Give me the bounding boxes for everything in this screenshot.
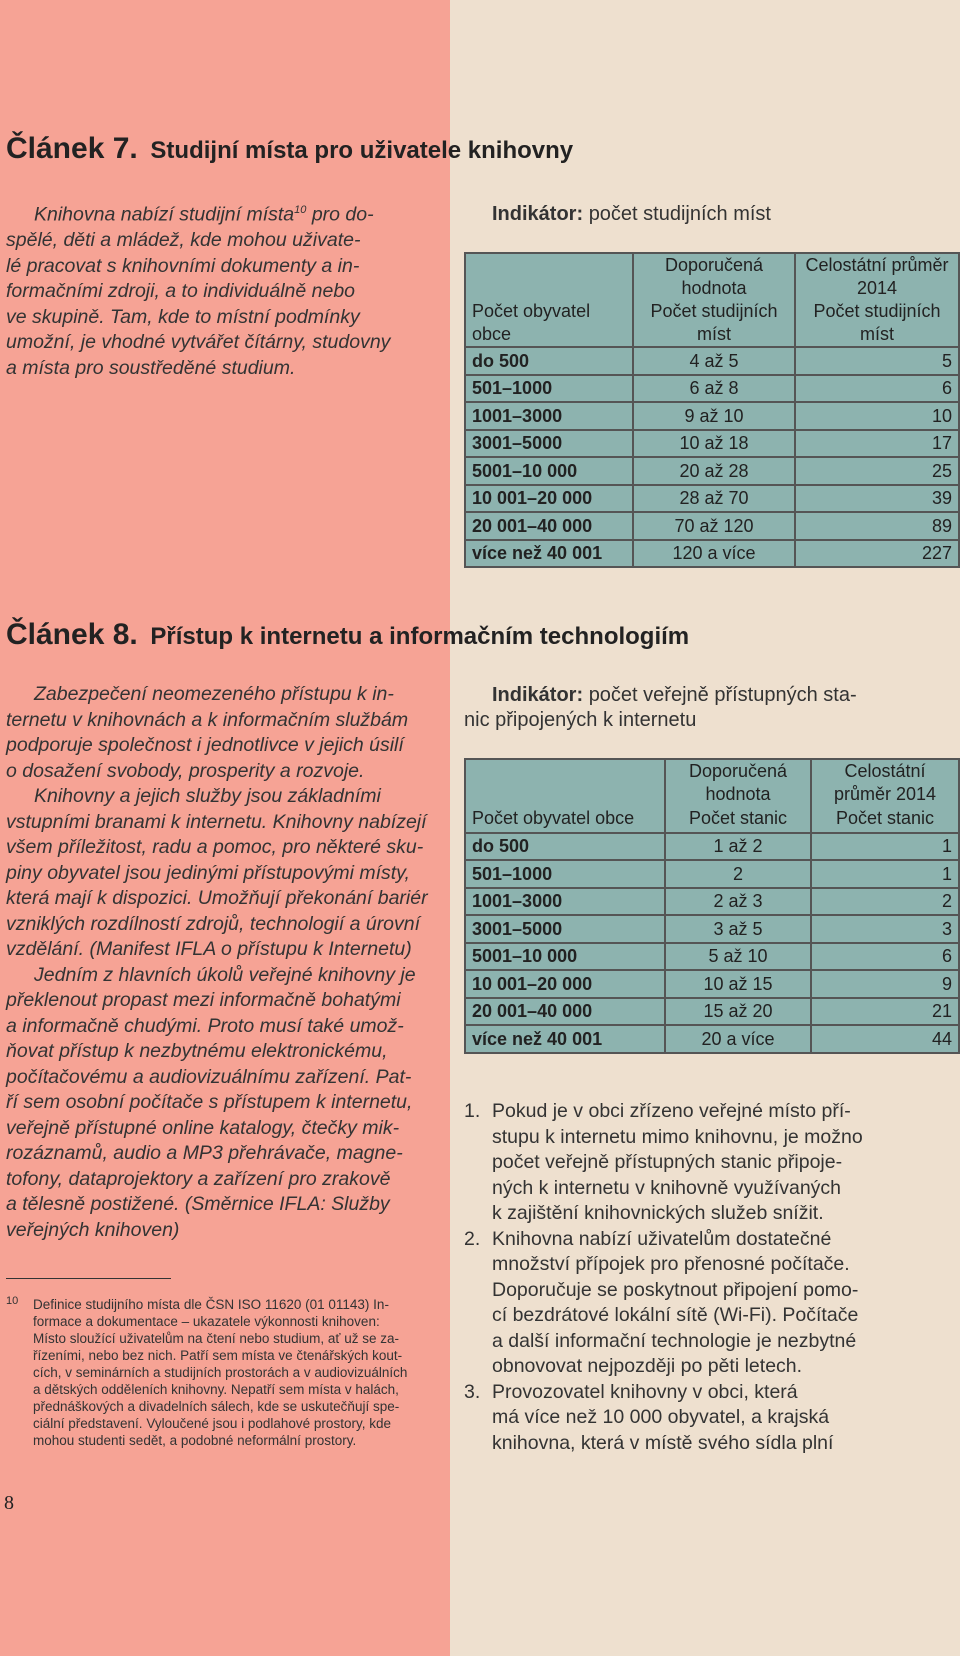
- indicator-label: Indikátor:: [492, 203, 584, 225]
- header-recommended: Doporučená hodnota: [633, 253, 795, 300]
- article8-line: o dosažení svobody, prosperity a rozvoje.: [6, 759, 365, 782]
- article8-line: vzniklých rozdílností zdrojů, technologií a úrovní: [6, 912, 421, 935]
- article8-line: a tělesně postižené. (Směrnice IFLA: Služby: [6, 1193, 390, 1215]
- article8-line: překlenout propast mezi informačně bohatými: [6, 989, 401, 1011]
- study-places-table: [464, 252, 960, 568]
- header-population: Počet obyvatel obce: [465, 300, 633, 347]
- table-row: 20 001–40 000 70 až 120 89: [465, 512, 959, 540]
- article8-line: Knihovny a jejich služby jsou základními: [34, 785, 381, 807]
- article7-indicator: [492, 202, 771, 227]
- footnote-divider: [6, 1278, 171, 1279]
- article8-paragraph: [6, 682, 436, 1243]
- article7-number: Článek 7.: [6, 132, 138, 165]
- table-row: 20 001–40 000 15 až 20 21: [465, 998, 959, 1026]
- article7-line: ve skupině. Tam, kde to místní podmínky: [6, 305, 360, 328]
- article7-title: Studijní místa pro uživatele knihovny: [150, 137, 574, 164]
- table-header-row: [465, 806, 959, 833]
- header-recommended-unit: Počet studijních míst: [633, 300, 795, 347]
- article8-line: Zabezpečení neomezeného přístupu k in-: [34, 683, 394, 705]
- article7-heading: [6, 132, 573, 166]
- header-average-unit: Počet studijních míst: [795, 300, 959, 347]
- page-number: 8: [4, 1492, 14, 1514]
- article8-line: veřejných knihoven): [6, 1218, 180, 1241]
- table-row: více než 40 001 20 a více 44: [465, 1025, 959, 1053]
- article8-line: piny obyvatel jsou jedinými přístupovými místy,: [6, 861, 410, 884]
- table-row: 5001–10 000 20 až 28 25: [465, 457, 959, 485]
- table-row: 501–1000 6 až 8 6: [465, 375, 959, 403]
- indicator-text: počet veřejně přístupných sta-: [588, 684, 857, 706]
- footnote-number: 10: [6, 1295, 19, 1307]
- article7-line: Knihovna nabízí studijní místa$^{10}$ pro do-: [34, 203, 374, 226]
- article7-line: umožní, je vhodné vytvářet čítárny, studovny: [6, 331, 391, 353]
- article8-line: podporuje společnost i jednotlivce v jejich úsilí: [6, 734, 404, 756]
- table-header-row: [465, 300, 959, 347]
- header-average-unit: Počet stanic: [811, 806, 959, 833]
- article8-heading: [6, 618, 689, 652]
- article7-line: a místa pro soustředěné studium.: [6, 356, 296, 379]
- table-row: do 500 1 až 2 1: [465, 833, 959, 861]
- header-recommended-unit: Počet stanic: [665, 806, 811, 833]
- indicator-label: Indikátor:: [492, 684, 584, 706]
- list-item: 1. Pokud je v obci zřízeno veřejné místo pří- stupu k internetu mimo knihovnu, je možno počet veřejně přístupných stanic připoje- ných k internetu v knihovně využívaných k zajištění knihovnických služeb snížit.: [464, 1100, 863, 1224]
- article8-title: Přístup k internetu a informačním technologiím: [150, 623, 690, 650]
- article8-line: která mají k dispozici. Umožňují překonání bariér: [6, 887, 428, 909]
- article8-line: rozáznamů, audio a MP3 přehrávače, magne-: [6, 1142, 403, 1164]
- footnote-ref: 10: [294, 204, 307, 216]
- table-header-row: [465, 253, 959, 300]
- footnote: 10 Definice studijního místa dle ČSN ISO 11620 (01 01143) In- formace a dokumentace – ukazatele výkonnosti knihoven: Místo sloužící uživatelům na čtení nebo studium, ať už se za- řízeními, nebo bez nich. Patří sem místa ve čtenářských kout- cích, v seminárních a studijních prostorách a v audiovizuálních a dětských odděleních knihovny. Nepatří sem místa v halách, přednáškových a divadelních sálech, kde se uskutečňují spe- ciální představení. Vyloučené jsou i podlahové prostory, kde mohou studenti sedět, a podobné neformální prostory.: [6, 1295, 408, 1448]
- indicator-text: počet studijních míst: [588, 203, 771, 225]
- article8-line: veřejně přístupné online katalogy, čtečky mik-: [6, 1116, 400, 1139]
- article7-line: spělé, děti a mládež, kde mohou uživate-: [6, 229, 361, 251]
- article8-line: ňovat přístup k nezbytnému elektronickému,: [6, 1040, 388, 1062]
- table-row: 501–1000 2 1: [465, 860, 959, 888]
- article7-line: lé pracovat s knihovními dokumenty a in-: [6, 254, 360, 277]
- article8-line: tofony, dataprojektory a zařízení pro zrakově: [6, 1167, 391, 1190]
- header-recommended: Doporučená hodnota: [665, 759, 811, 806]
- article8-number: Článek 8.: [6, 618, 138, 651]
- article8-line: počítačovému a audiovizuálnímu zařízení. Pat-: [6, 1065, 412, 1088]
- article8-line: Jedním z hlavních úkolů veřejné knihovny je: [34, 963, 416, 986]
- table-row: 5001–10 000 5 až 10 6: [465, 943, 959, 971]
- rules-list: [464, 1099, 896, 1456]
- article8-line: všem příležitost, radu a pomoc, pro některé sku-: [6, 836, 424, 858]
- table-row: 1001–3000 9 až 10 10: [465, 402, 959, 430]
- table-row: 1001–3000 2 až 3 2: [465, 888, 959, 916]
- table-header-row: [465, 759, 959, 806]
- article8-line: ří sem osobní počítače s přístupem k internetu,: [6, 1091, 413, 1113]
- table-row: 10 001–20 000 10 až 15 9: [465, 970, 959, 998]
- article7-paragraph: [6, 198, 436, 381]
- table-row: 3001–5000 3 až 5 3: [465, 915, 959, 943]
- header-population: Počet obyvatel obce: [465, 806, 665, 833]
- article8-line: ternetu v knihovnách a k informačním službám: [6, 708, 409, 731]
- table-row: 10 001–20 000 28 až 70 39: [465, 485, 959, 513]
- header-average: Celostátní průměr 2014: [811, 759, 959, 806]
- article8-indicator: [464, 683, 924, 733]
- article7-line: formačními zdroji, a to individuálně nebo: [6, 280, 356, 302]
- list-item: 2. Knihovna nabízí uživatelům dostatečné množství přípojek pro přenosné počítače. Doporučuje se poskytnout připojení pomo- cí bezdrátové lokální sítě (Wi-Fi). Počítače a další informační technologie je nezbytné obnovovat nejpozději po pěti letech.: [464, 1227, 859, 1377]
- table-row: více než 40 001 120 a více 227: [465, 540, 959, 568]
- article8-line: vstupními branami k internetu. Knihovny nabízejí: [6, 810, 427, 833]
- internet-stations-table: [464, 758, 960, 1054]
- article8-line: a informačně chudými. Proto musí také umož-: [6, 1014, 404, 1037]
- table-row: do 500 4 až 5 5: [465, 347, 959, 375]
- indicator-text-cont: nic připojených k internetu: [464, 709, 697, 731]
- list-item: 3. Provozovatel knihovny v obci, která má více než 10 000 obyvatel, a krajská knihovna, která v místě svého sídla plní: [464, 1380, 834, 1454]
- table-row: 3001–5000 10 až 18 17: [465, 430, 959, 458]
- header-average: Celostátní průměr 2014: [795, 253, 959, 300]
- article8-line: vzdělání. (Manifest IFLA o přístupu k Internetu): [6, 938, 412, 960]
